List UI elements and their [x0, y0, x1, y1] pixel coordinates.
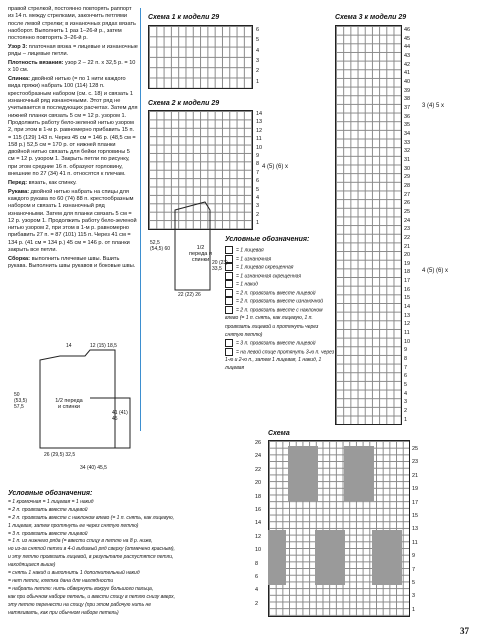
row-number: 3: [404, 399, 408, 406]
row-number: 1: [404, 416, 408, 423]
legend-item: [225, 280, 337, 289]
row-number: 16: [404, 286, 411, 293]
legend-text: натягивать, как при обычном наборе петель): [8, 609, 119, 616]
instruction-paragraph: [8, 256, 138, 271]
row-number: 21: [412, 472, 419, 479]
legend-item: [8, 531, 263, 539]
main-scheme-title: Схема: [268, 430, 290, 437]
row-number: 46: [404, 27, 411, 33]
main-scheme-shading: [268, 440, 408, 615]
legend-text: и эту петлю провязать лицевой, в результате распустятся петли,: [8, 554, 174, 561]
paragraph-text: двойной нитью (= по 1 нити каждого вида пряжи) набрать 100 (114) 128 п. крестообразным набором (см. с. 18) и связать 1 изнаночный ряд изнаночными. Этот ряд не учитывается в последующих расчетах. Затем для нижней планки связать 5 см = 12 р. узором 1. Продолжить работу бело-зеленой нитью узором 2, при этом в 1-м р. равномерно прибавить 15 п. = 115 (129) 143 п. Через 45 см = 146 р. (48,5 см = 158 р.) 52,5 см = 170 р. от нижней планки двойной нитью связать для бейки горловины 5 см = 12 р. узором 1. Закрыть петли по рисунку, при этом средние 16 п. образуют горловину, внешние по 27 (34) 41 п. относятся к плечам.: [8, 76, 138, 178]
legend-text: = 2 п. провязать вместе лицевой: [8, 506, 88, 513]
legend-text: = 3 п. провязать вместе лицевой: [8, 530, 88, 537]
row-number: 11: [404, 330, 410, 337]
row-number: 14: [404, 304, 411, 311]
row-number: 31: [404, 156, 411, 163]
scheme2-repeat: 4 (5) (6) х: [262, 164, 289, 170]
row-number: 36: [404, 113, 411, 120]
legend-item: [225, 348, 337, 373]
legend-text: = 1 изнаночная: [236, 256, 272, 263]
legend-text: = 2 п. провязать вместе изнаночной: [236, 298, 324, 305]
instruction-paragraph: [8, 180, 138, 187]
row-number: 25: [412, 446, 419, 452]
row-number: 1: [256, 220, 260, 227]
row-number: 40: [404, 78, 411, 85]
paragraph-heading: Перед:: [8, 179, 28, 186]
legend-text: эту петлю перенести на спицу (при этом рабочую нить не: [8, 601, 152, 608]
legend-text: = 1 п. из нижнего ряда (= ввести спицу в петлю на 8 р. ниже,: [8, 538, 153, 545]
legend-text: = 1 лицевая: [236, 247, 264, 254]
row-number: 35: [404, 122, 411, 129]
row-number: 9: [404, 347, 408, 354]
legend-item: [8, 515, 263, 523]
row-number: 24: [404, 217, 411, 224]
instruction-paragraph: [8, 189, 138, 255]
legend-text: но из-за снятой петли в 4-й видимый ряд сверху (отмечено красным),: [8, 546, 175, 553]
legend-item: [8, 610, 263, 618]
legend-item: [225, 339, 337, 348]
scheme2-title: Схема 2 к модели 29: [148, 100, 220, 107]
row-number: 41: [404, 70, 411, 77]
legend-item: [8, 602, 263, 610]
sleeve-dim-bottom: 22 (22) 26: [178, 292, 201, 298]
row-number: 5: [404, 382, 408, 389]
row-number: 23: [412, 459, 419, 466]
row-number: 11: [412, 539, 418, 546]
row-number: 45: [404, 35, 411, 42]
row-number: 13: [412, 526, 419, 533]
row-number: 19: [412, 486, 419, 493]
row-number: 7: [256, 169, 260, 176]
row-number: 18: [255, 493, 262, 500]
column-divider: [140, 8, 141, 431]
row-number: 9: [412, 553, 416, 560]
scheme1-title: Схема 1 к модели 29: [148, 14, 220, 21]
row-number: 3: [412, 593, 416, 600]
scheme3-repeat-bottom: 4 (5) (6) х: [422, 268, 449, 274]
row-number: 2: [256, 68, 260, 75]
row-number: 12: [256, 127, 263, 134]
row-number: 17: [404, 278, 411, 285]
paragraph-heading: Сборка:: [8, 255, 31, 262]
row-number: 6: [256, 27, 260, 33]
body-dim-left: 50 (53,5) 57,5: [14, 392, 28, 410]
row-number: 25: [404, 208, 411, 215]
row-number: 13: [404, 312, 411, 319]
row-number: 1: [256, 78, 260, 85]
row-number: 10: [404, 338, 411, 345]
row-number: 14: [256, 111, 263, 117]
body-dim-top2: 12 (15) 18,5: [90, 343, 117, 349]
row-number: 19: [404, 260, 411, 267]
row-number: 2: [256, 211, 260, 218]
scheme1-grid: [148, 25, 253, 89]
row-number: 26: [255, 440, 262, 446]
row-number: 32: [404, 148, 411, 155]
legend-item: [8, 554, 263, 562]
legend-small-title: Условные обозначения:: [225, 236, 310, 243]
legend-item: [225, 246, 337, 255]
row-number: 21: [404, 243, 411, 250]
scheme3-title: Схема 3 к модели 29: [335, 14, 407, 21]
legend-item: [225, 272, 337, 281]
legend-item: [225, 306, 337, 339]
body-dim-top1: 14: [66, 343, 72, 349]
legend-text: = нет петли, клетка дана для наглядности: [8, 577, 114, 584]
stitch-symbol-icon: [225, 272, 233, 280]
legend-item: [8, 586, 263, 594]
legend-item: [8, 570, 263, 578]
row-number: 18: [404, 269, 411, 276]
legend-text: = на левой спице протянуть 3-ю п. через 1-ю и 2-ю п., затем 1 лицевая, 1 накид, 1 лицевая: [225, 348, 335, 372]
legend-item: [8, 578, 263, 586]
row-number: 12: [404, 321, 411, 328]
legend-text: 1 лицевая, затем протянуть ее через снятую петлю): [8, 522, 139, 529]
row-number: 10: [256, 144, 263, 151]
row-number: 13: [256, 119, 263, 126]
row-number: 9: [256, 153, 260, 159]
row-number: 6: [255, 574, 259, 580]
row-number: 10: [255, 547, 262, 554]
body-pattern-label: 1/2 переда и спинки: [55, 398, 83, 410]
row-number: 15: [412, 513, 419, 519]
row-number: 8: [404, 356, 408, 363]
legend-text: = 2 п. провязать вместе лицевой: [236, 290, 316, 297]
row-number: 1: [412, 606, 416, 613]
paragraph-text: вязать, как спинку.: [27, 179, 77, 186]
row-number: 6: [256, 178, 260, 185]
paragraph-text: выполнить плечевые швы. Вшить рукава. Выполнить швы рукавов и боковые швы.: [8, 255, 136, 270]
row-number: 43: [404, 52, 411, 59]
row-number: 38: [404, 96, 411, 103]
scheme3-grid: [335, 25, 402, 425]
row-number: 24: [255, 453, 262, 460]
row-number: 27: [404, 191, 411, 198]
row-number: 3: [256, 203, 260, 210]
paragraph-heading: Спинка:: [8, 76, 31, 83]
row-number: 4: [256, 195, 260, 201]
stitch-symbol-icon: [225, 255, 233, 263]
body-dim-bottom1: 26 (29,5) 32,5: [44, 452, 76, 458]
row-number: 16: [255, 507, 262, 513]
sleeve-pattern-label: 1/2 переда и спинки: [189, 245, 212, 263]
body-dim-right: 41 (41) 45: [112, 410, 128, 422]
legend-bottom: [8, 490, 263, 618]
row-number: 15: [404, 295, 411, 302]
scheme3-repeat-top: 3 (4) 5 х: [422, 103, 445, 109]
row-number: 4: [256, 47, 260, 54]
row-number: 30: [404, 165, 411, 172]
row-number: 37: [404, 104, 411, 111]
paragraph-text: платочная вязка = лицевые и изнаночные ряды – лицевые петли.: [8, 43, 138, 58]
legend-item: [8, 594, 263, 602]
instruction-paragraph: [8, 60, 138, 75]
row-number: 22: [404, 234, 411, 241]
stitch-symbol-icon: [225, 348, 233, 356]
row-number: 29: [404, 174, 411, 181]
stitch-symbol-icon: [225, 280, 233, 288]
paragraph-text: узор 2 – 22 п. х 32,5 р. = 10 х 10 см.: [8, 60, 136, 74]
row-number: 5: [256, 186, 260, 193]
instruction-paragraph: [8, 76, 138, 178]
row-number: 14: [255, 520, 262, 527]
row-number: 33: [404, 139, 411, 146]
instruction-text: [8, 6, 138, 272]
legend-text: = 1 накид: [236, 281, 258, 288]
legend-item: [8, 499, 263, 507]
row-number: 17: [412, 499, 419, 506]
row-number: 2: [255, 600, 259, 607]
legend-text: находящиеся выше): [8, 562, 56, 569]
legend-text: = 1 изнаночная скрещенная: [236, 273, 302, 280]
row-number: 7: [404, 364, 408, 371]
legend-item: [8, 507, 263, 515]
row-number: 42: [404, 61, 411, 68]
legend-text: = снять 1 накид и выполнить 1 дополнительный накид: [8, 570, 140, 577]
instruction-paragraph: [8, 6, 138, 42]
row-number: 4: [255, 587, 259, 594]
row-number: 34: [404, 130, 411, 137]
legend-text: = 3 п. провязать вместе лицевой: [236, 340, 316, 347]
legend-text: = 1 лицевая скрещенная: [236, 264, 294, 271]
legend-text: = 1 кромочная = 1 лицевая = 1 накид: [8, 498, 94, 505]
instruction-paragraph: [8, 44, 138, 59]
legend-text: = 2 п. провязать вместе с наклоном влево (= 1 п. снять, как лицевую,: [8, 514, 175, 521]
sleeve-dim-left: 52,5 (54,5) 60: [150, 240, 171, 252]
row-number: 44: [404, 44, 411, 51]
body-dim-bottom2: 34 (40) 45,5: [80, 465, 107, 471]
legend-text: = 2 п. провязать вместе с наклоном влево (= 1 п. снять, как лицевую, 1 п. провязать лицевой и протянуть через снятую петлю): [225, 307, 323, 338]
stitch-symbol-icon: [225, 306, 233, 314]
stitch-symbol-icon: [225, 339, 233, 347]
row-number: 20: [404, 252, 411, 259]
legend-item: [225, 263, 337, 272]
row-number: 20: [255, 480, 262, 487]
row-number: 8: [255, 560, 259, 567]
legend-item: [225, 289, 337, 298]
row-number: 26: [404, 200, 411, 207]
page-number: 37: [460, 626, 469, 636]
sleeve-dim-right: 20 (23) 33,5: [212, 260, 228, 272]
row-number: 23: [404, 226, 411, 233]
row-number: 5: [256, 37, 260, 44]
row-number: 28: [404, 182, 411, 189]
row-number: 2: [404, 408, 408, 415]
legend-bottom-title: Условные обозначения:: [8, 490, 93, 497]
row-number: 3: [256, 57, 260, 64]
legend-item: [8, 520, 263, 531]
row-number: 22: [255, 466, 262, 473]
row-number: 12: [255, 533, 262, 540]
stitch-symbol-icon: [225, 263, 233, 271]
row-number: 8: [256, 161, 260, 168]
paragraph-heading: Узор 3:: [8, 43, 28, 50]
row-number: 6: [404, 373, 408, 380]
paragraph-heading: Плотность вязания:: [8, 60, 64, 67]
row-number: 5: [412, 580, 416, 586]
legend-item: [225, 297, 337, 306]
row-number: 7: [412, 566, 416, 573]
legend-small: [225, 236, 337, 373]
row-number: 11: [256, 136, 262, 143]
legend-item: [225, 255, 337, 264]
row-number: 4: [404, 390, 408, 397]
paragraph-heading: Рукава:: [8, 188, 30, 195]
paragraph-text: правой стрелкой, постоянно повторять раппорт из 14 п. между стрелками, закончить петлями после левой стрелки; в изнаночных рядах вязать наоборот. Выполнить 1 раз 1–26-й р., затем постоянно повторять 3–26-й р.: [8, 6, 136, 42]
row-number: 39: [404, 87, 411, 94]
legend-text: = набрать петлю: нить обвернуть вокруг большого пальца,: [8, 585, 154, 592]
legend-item: [8, 562, 263, 570]
legend-text: как при обычном наборе петель, и ввести спицу в петлю снизу вверх,: [8, 593, 176, 600]
stitch-symbol-icon: [225, 289, 233, 297]
paragraph-text: двойной нитью набрать на спицы для каждого рукава по 60 (74) 88 п. крестообразным набором и связать 1 изнаночный ряд изнаночными. Затем для планки связать 5 см = 12 р. узором 1. Продолжить работу бело-зеленой нитью узором 2, при этом в 1-м р. равномерно прибавить 27 п. = 87 (101) 115 п. Через 41 см = 134 р. (41 см = 134 р.) 45 см = 146 р. от планки закрыть все петли.: [8, 188, 137, 253]
stitch-symbol-icon: [225, 246, 233, 254]
stitch-symbol-icon: [225, 297, 233, 305]
